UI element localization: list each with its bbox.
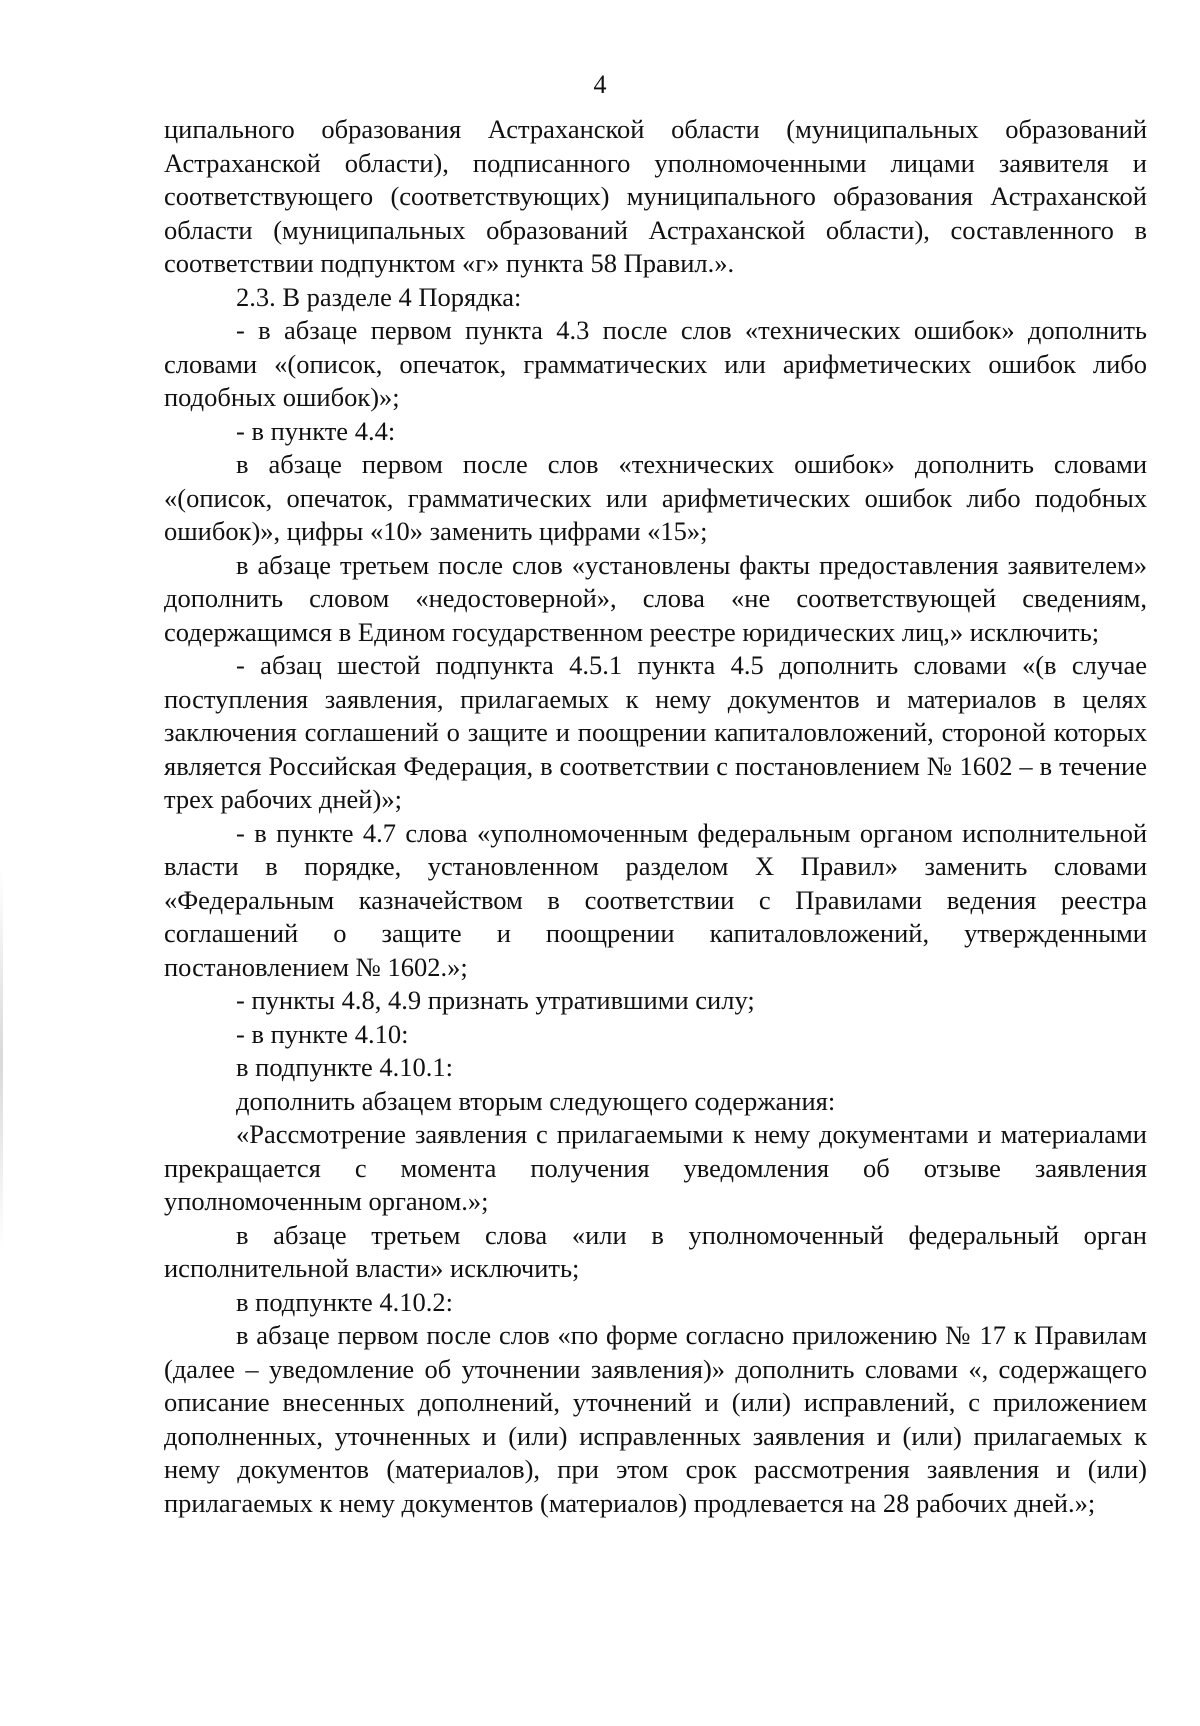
- paragraph-item: - в абзаце первом пункта 4.3 после слов «технических ошибок» дополнить словами «(описок, опечаток, грамматических или арифметических ошибок либо подобных ошибок)»;: [164, 315, 1147, 412]
- paragraph-item: - пункты 4.8, 4.9 признать утратившими силу;: [236, 985, 755, 1015]
- paragraph-item: в абзаце первом после слов «по форме согласно приложению № 17 к Правилам (далее – уведомление об уточнении заявления)» дополнить словами «, содержащего описание внесенных дополнений, уточнений и (или) исправлений, с приложением дополненных, уточненных и (или) исправленных заявления и (или) прилагаемых к нему документов (материалов), при этом срок рассмотрения заявления и (или) прилагаемых к нему документов (материалов) продлевается на 28 рабочих дней.»;: [164, 1320, 1147, 1518]
- paragraph-continuation: ципального образования Астраханской области (муниципальных образований Астраханской области), подписанного уполномоченными лицами заявителя и соответствующего (соответствующих) муниципального образования Астраханской области (муниципальных образований Астраханской области), составленного в соответствии подпунктом «г» пункта 58 Правил.».: [164, 114, 1147, 278]
- document-body: [164, 113, 1147, 1520]
- scan-edge-shadow: [0, 870, 3, 1250]
- page-number: 4: [593, 70, 607, 99]
- paragraph-item: «Рассмотрение заявления с прилагаемыми к нему документами и материалами прекращается с момента получения уведомления об отзыве заявления уполномоченным органом.»;: [164, 1119, 1147, 1216]
- paragraph-item: - в пункте 4.7 слова «уполномоченным федеральным органом исполнительной власти в порядке, установленном разделом X Правил» заменить словами «Федеральным казначейством в соответствии с Правилами ведения реестра соглашений о защите и поощрении капиталовложений, утвержденными постановлением № 1602.»;: [164, 817, 1147, 982]
- paragraph-item: в подпункте 4.10.1:: [236, 1052, 454, 1082]
- paragraph-item: в абзаце третьем после слов «установлены факты предоставления заявителем» дополнить словом «недостоверной», слова «не соответствующей сведениям, содержащимся в Едином государственном реестре юридических лиц,» исключить;: [164, 549, 1147, 647]
- paragraph-item: в абзаце первом после слов «технических ошибок» дополнить словами «(описок, опечаток, грамматических или арифметических ошибок либо подобных ошибок)», цифры «10» заменить цифрами «15»;: [164, 449, 1147, 546]
- paragraph-section-heading: 2.3. В разделе 4 Порядка:: [236, 281, 522, 312]
- paragraph-item: в абзаце третьем слова «или в уполномоченный федеральный орган исполнительной власти» исключить;: [164, 1219, 1147, 1283]
- paragraph-item: - в пункте 4.4:: [236, 415, 396, 446]
- paragraph-item: в подпункте 4.10.2:: [236, 1286, 454, 1317]
- paragraph-item: - абзац шестой подпункта 4.5.1 пункта 4.5 дополнить словами «(в случае поступления заявления, прилагаемых к нему документов и материалов в целях заключения соглашений о защите и поощрении капиталовложений, стороной которых является Российская Федерация, в соответствии с постановлением № 1602 – в течение трех рабочих дней)»;: [164, 650, 1147, 814]
- paragraph-item: - в пункте 4.10:: [236, 1018, 409, 1049]
- paragraph-item: дополнить абзацем вторым следующего содержания:: [236, 1085, 836, 1116]
